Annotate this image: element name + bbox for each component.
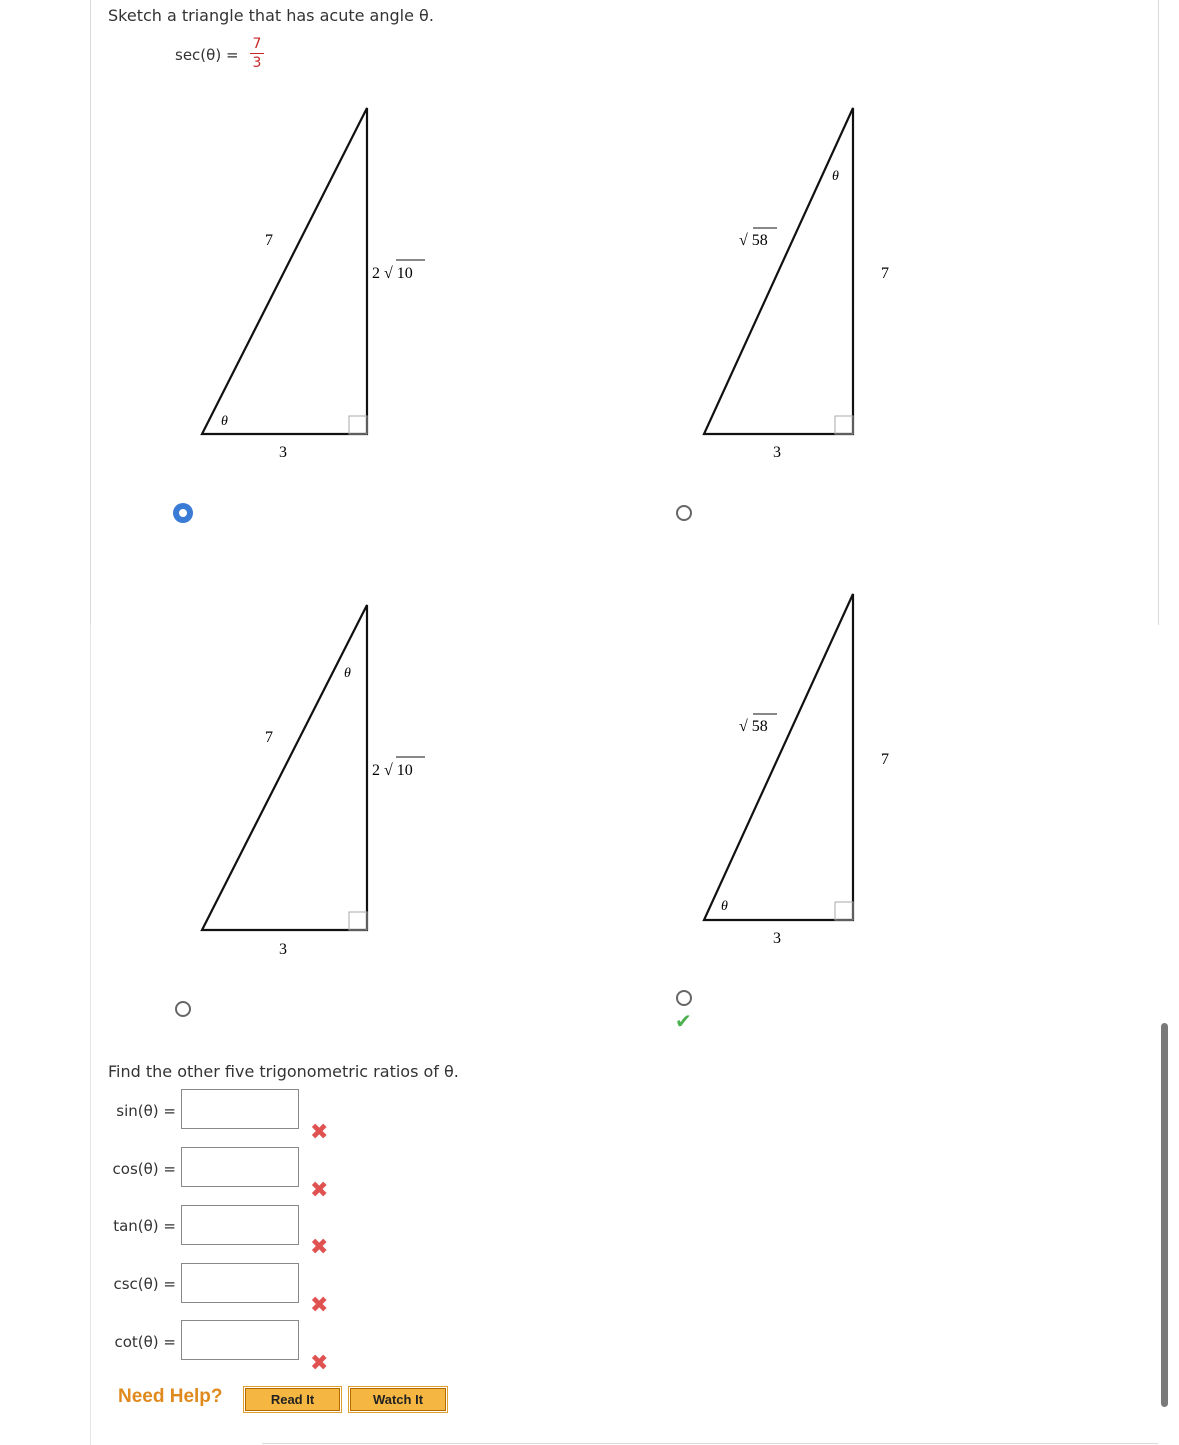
- triangle-option-2: [704, 108, 889, 461]
- sin-input[interactable]: [181, 1089, 299, 1129]
- base-label: 3: [279, 941, 287, 958]
- triangle-shape: [704, 108, 853, 434]
- hypotenuse-label: 7: [265, 729, 273, 746]
- csc-input[interactable]: [181, 1263, 299, 1303]
- right-angle-marker: [349, 912, 367, 930]
- sec-denominator: 3: [252, 55, 262, 71]
- leg-label: 2 √ 10: [372, 265, 413, 282]
- sec-label: sec(θ) =: [175, 46, 239, 64]
- part2-prompt: Find the other five trigonometric ratios of θ.: [108, 1062, 459, 1081]
- triangle-option-3: [202, 605, 425, 958]
- triangle-option-4: [704, 594, 889, 947]
- cross-icon: ✖: [310, 1120, 329, 1145]
- radio-option-2[interactable]: [676, 505, 692, 521]
- frame-bottom-border: [262, 1443, 1158, 1444]
- theta-label: θ: [344, 666, 351, 681]
- cross-icon: ✖: [310, 1293, 329, 1318]
- right-angle-marker: [349, 416, 367, 434]
- hypotenuse-label: √ 58: [739, 232, 768, 249]
- cross-icon: ✖: [310, 1178, 329, 1203]
- tan-input[interactable]: [181, 1205, 299, 1245]
- triangle-option-1: [202, 108, 425, 461]
- theta-label: θ: [221, 414, 228, 429]
- radio-option-1[interactable]: [173, 503, 193, 523]
- base-label: 3: [773, 444, 781, 461]
- triangle-shape: [202, 605, 367, 930]
- cot-input[interactable]: [181, 1320, 299, 1360]
- right-angle-marker: [835, 416, 853, 434]
- radio-option-4[interactable]: [676, 990, 692, 1006]
- radio-option-3[interactable]: [175, 1001, 191, 1017]
- cos-input[interactable]: [181, 1147, 299, 1187]
- sin-label: sin(θ) =: [116, 1102, 176, 1120]
- scrollbar-thumb[interactable]: [1161, 1023, 1168, 1407]
- triangle-shape: [704, 594, 853, 920]
- base-label: 3: [279, 444, 287, 461]
- leg-label: 7: [881, 265, 889, 282]
- hypotenuse-label: √ 58: [739, 718, 768, 735]
- leg-label: 7: [881, 751, 889, 768]
- cot-label: cot(θ) =: [114, 1333, 176, 1351]
- cross-icon: ✖: [310, 1235, 329, 1260]
- check-icon: ✔: [675, 1009, 692, 1033]
- need-help-title: Need Help?: [118, 1386, 223, 1407]
- theta-label: θ: [832, 169, 839, 184]
- watch-it-button[interactable]: Watch It: [350, 1388, 446, 1411]
- leg-label: 2 √ 10: [372, 762, 413, 779]
- triangle-shape: [202, 108, 367, 434]
- cos-label: cos(θ) =: [112, 1160, 176, 1178]
- tan-label: tan(θ) =: [113, 1217, 176, 1235]
- theta-label: θ: [721, 899, 728, 914]
- sec-numerator: 7: [252, 36, 262, 52]
- read-it-button[interactable]: Read It: [245, 1388, 340, 1411]
- question-prompt: Sketch a triangle that has acute angle θ.: [108, 6, 434, 25]
- right-angle-marker: [835, 902, 853, 920]
- base-label: 3: [773, 930, 781, 947]
- cross-icon: ✖: [310, 1351, 329, 1376]
- hypotenuse-label: 7: [265, 232, 273, 249]
- csc-label: csc(θ) =: [113, 1275, 176, 1293]
